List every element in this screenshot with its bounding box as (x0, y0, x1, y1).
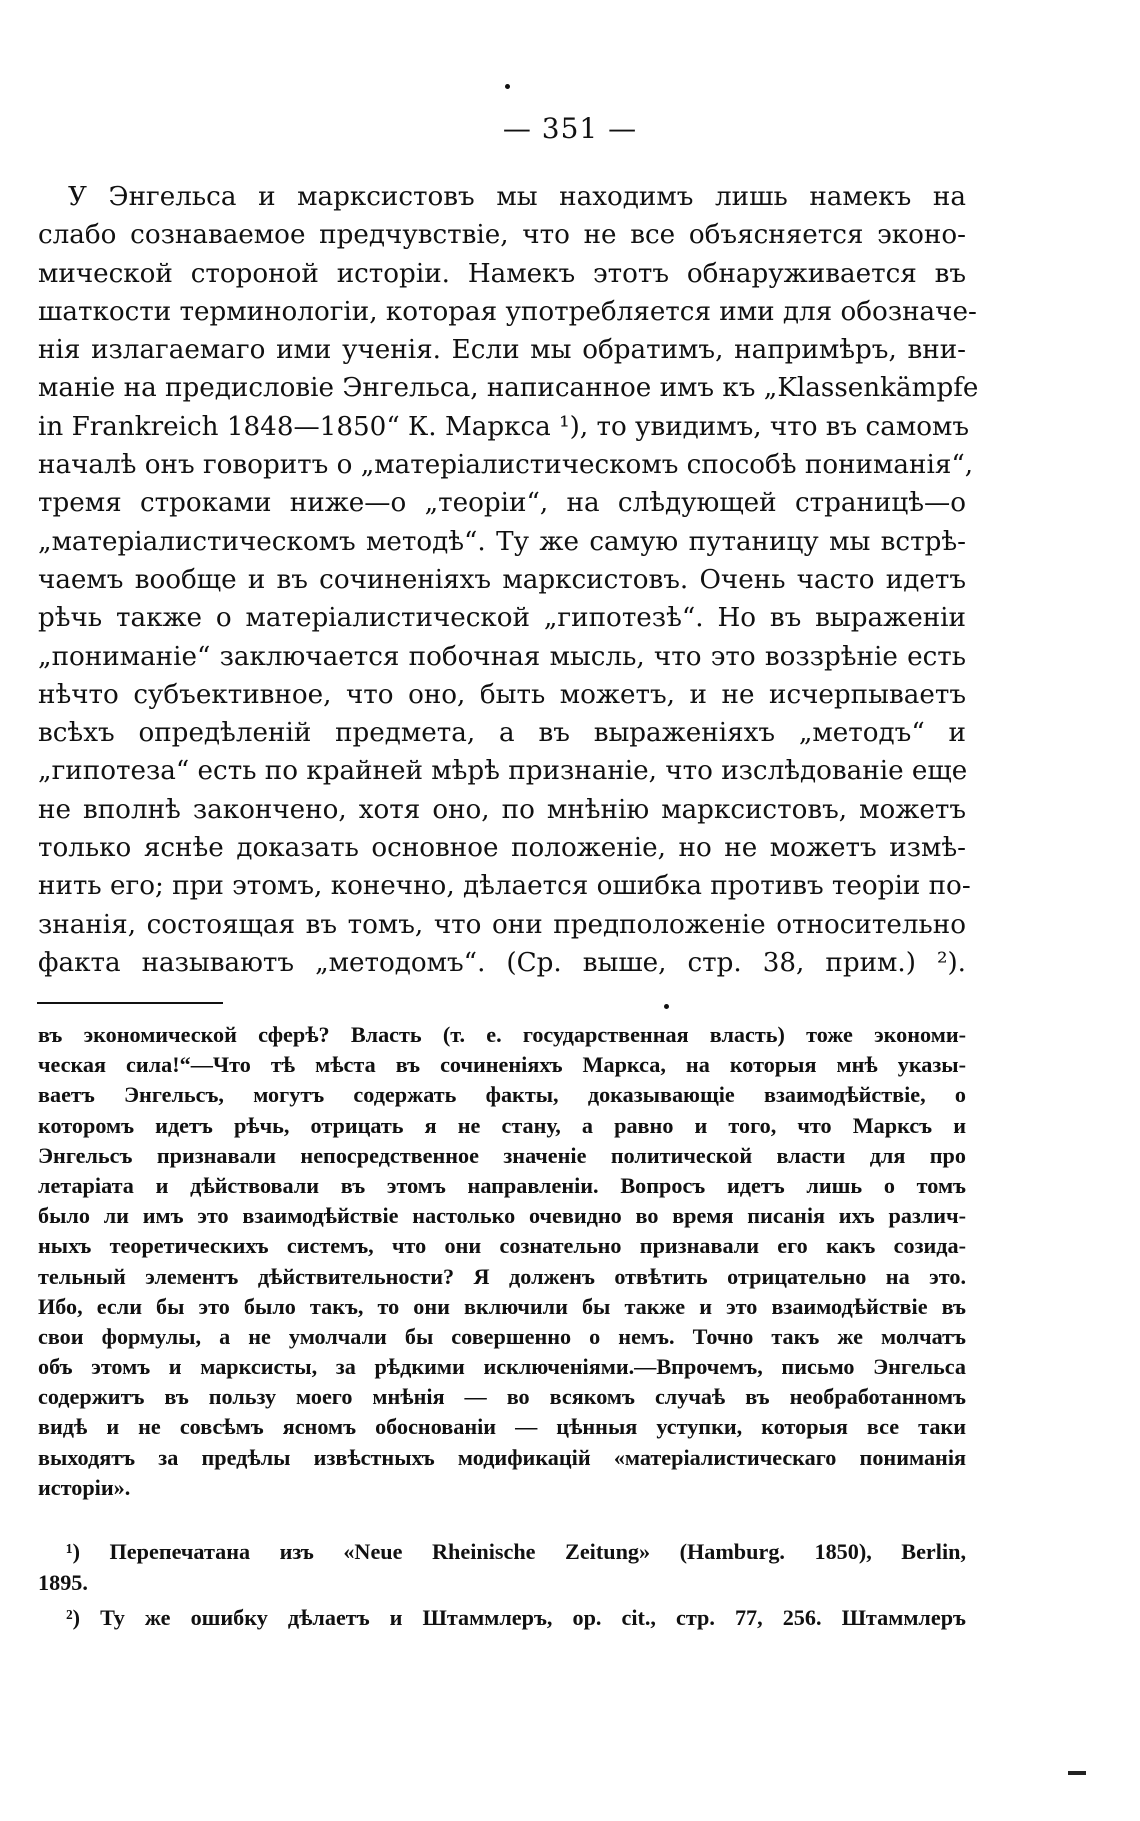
footnote-line: тельный элементъ дѣйствительности? Я долженъ отвѣтить отрицательно на это. (38, 1263, 966, 1289)
footnote-1 (38, 1536, 966, 1598)
footnote-line: въ экономической сферѣ? Власть (т. е. государственная власть) тоже экономи- (38, 1022, 966, 1047)
footnote-2-line: ²) Ту же ошибку дѣлаетъ и Штаммлеръ, op. cit., стр. 77, 256. Штаммлеръ (66, 1605, 966, 1630)
main-line: шаткости терминологіи, которая употребляется ими для обозначе- (38, 296, 977, 327)
footnote-1-line: ¹) Перепечатана изъ «Neue Rheinische Zeitung» (Hamburg. 1850), Berlin, (66, 1539, 966, 1564)
footnote-line: Ибо, если бы это было такъ, то они включили бы также и это взаимодѣйствіе въ (38, 1293, 966, 1319)
main-line: „матеріалистическомъ методѣ“. Ту же самую путаницу мы встрѣ- (38, 526, 966, 557)
main-line: нить его; при этомъ, конечно, дѣлается ошибка противъ теоріи по- (38, 871, 971, 902)
main-line: знанія, состоящая въ томъ, что они предположеніе относительно (38, 909, 966, 940)
footnote-line: видѣ и не совсѣмъ ясномъ обоснованіи — цѣнныя уступки, которыя все таки (38, 1414, 966, 1440)
main-line: „пониманіе“ заключается побочная мысль, что это воззрѣніе есть (38, 641, 966, 672)
main-line: слабо сознаваемое предчувствіе, что не все объясняется эконо- (38, 220, 966, 251)
footnote-line: свои формулы, а не умолчали бы совершенно о немъ. Точно такъ же молчатъ (38, 1323, 966, 1349)
main-line: только яснѣе доказать основное положеніе, но не можетъ измѣ- (38, 833, 966, 864)
footnote-line: объ этомъ и марксисты, за рѣдкими исключеніями.—Впрочемъ, письмо Энгельса (38, 1354, 966, 1380)
main-line: не вполнѣ закончено, хотя оно, по мнѣнію марксистовъ, можетъ (38, 794, 966, 825)
footnote-line: которомъ идетъ рѣчь, отрицать я не стану, а равно и того, что Марксъ и (38, 1112, 966, 1138)
ink-speck (664, 1004, 669, 1009)
main-line: У Энгельса и марксистовъ мы находимъ лишь намекъ на (68, 182, 966, 212)
footnote-continuation (38, 1020, 966, 1503)
main-line: „гипотеза“ есть по крайней мѣрѣ признаніе, что изслѣдованіе еще (38, 756, 968, 787)
main-line: рѣчь также о матеріалистической „гипотезѣ“. Но въ выраженіи (38, 603, 966, 634)
main-line: маніе на предисловіе Энгельса, написанное имъ къ „Klassenkämpfe (38, 373, 979, 404)
footnote-line: летаріата и дѣйствовали въ этомъ направленіи. Вопросъ идетъ лишь о томъ (38, 1172, 966, 1198)
footnote-line: Энгельсъ признавали непосредственное значеніе политической власти для про (38, 1142, 966, 1168)
footnote-separator (37, 1002, 223, 1004)
main-paragraph (38, 178, 979, 982)
footnote-line: содержитъ въ пользу моего мнѣнія — во всякомъ случаѣ въ необработанномъ (38, 1384, 966, 1410)
footnote-1-line: 1895. (38, 1570, 88, 1595)
page-number: — 351 — (502, 112, 638, 145)
main-line: началѣ онъ говоритъ о „матеріалистическомъ способѣ пониманія“, (38, 450, 974, 481)
footnote-line: исторіи». (38, 1474, 131, 1500)
ink-mark (1068, 1771, 1086, 1775)
main-line: тремя строками ниже—о „теоріи“, на слѣдующей страницѣ—о (38, 488, 966, 519)
footnote-line: ваетъ Энгельсъ, могутъ содержать факты, доказывающіе взаимодѣйствіе, о (38, 1082, 966, 1108)
main-line: всѣхъ опредѣленій предмета, а въ выраженіяхъ „методъ“ и (38, 718, 966, 749)
footnote-line: выходятъ за предѣлы извѣстныхъ модификацій «матеріалистическаго пониманія (38, 1444, 966, 1470)
main-line: факта называютъ „методомъ“. (Ср. выше, стр. 38, прим.) ²). (38, 947, 966, 978)
main-line: мической стороной исторіи. Намекъ этотъ обнаруживается въ (38, 258, 966, 289)
main-line: нія излагаемаго ими ученія. Если мы обратимъ, напримѣръ, вни- (38, 335, 966, 366)
main-line: in Frankreich 1848—1850“ К. Маркса ¹), то увидимъ, что въ самомъ (38, 411, 969, 442)
footnote-line: ческая сила!“—Что тѣ мѣста въ сочиненіяхъ Маркса, на которыя мнѣ указы- (38, 1052, 966, 1078)
footnote-line: ныхъ теоретическихъ системъ, что они сознательно признавали его какъ созида- (38, 1233, 966, 1259)
ink-speck (505, 84, 510, 89)
footnote-line: было ли имъ это взаимодѣйствіе настолько очевидно во время писанія ихъ различ- (38, 1203, 966, 1229)
main-line: нѣчто субъективное, что оно, быть можетъ, и не исчерпываетъ (38, 679, 966, 710)
main-line: чаемъ вообще и въ сочиненіяхъ марксистовъ. Очень часто идетъ (38, 564, 966, 595)
footnote-2 (38, 1602, 966, 1633)
